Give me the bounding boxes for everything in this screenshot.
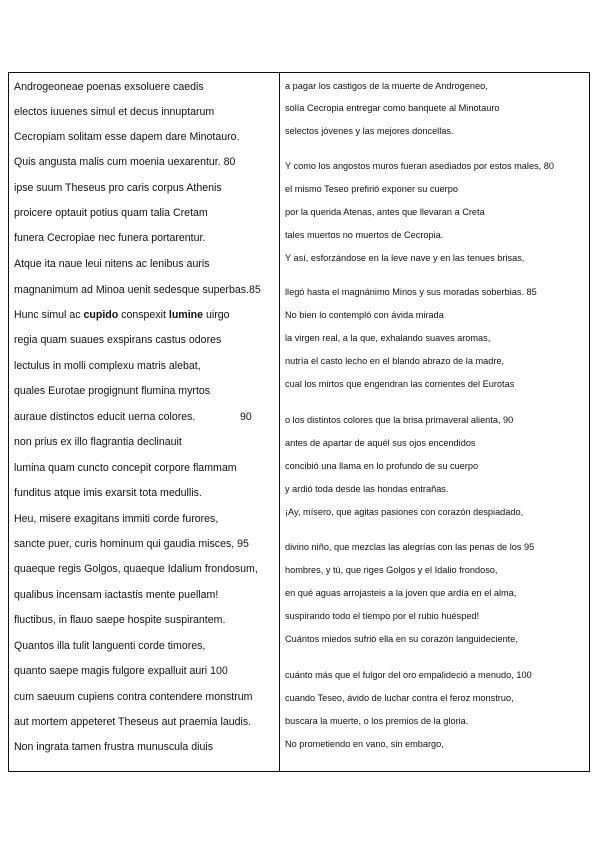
spanish-line-17: y ardió toda desde las hondas entrañas. xyxy=(285,484,449,494)
spanish-line-16: concibió una llama en lo profundo de su cuerpo xyxy=(285,461,479,471)
latin-line-5: ipse suum Theseus pro caris corpus Athenis xyxy=(14,182,222,194)
latin-line-25: cum saeuum cupiens contra contendere monstrum xyxy=(14,691,253,703)
latin-line-6: proicere optauit potius quam talia Cretam xyxy=(14,207,208,219)
spanish-line-12: nutría el casto lecho en el blando abrazo de la madre, xyxy=(285,356,505,366)
spanish-line-9: llegó hasta el magnánimo Minos y sus moradas soberbias. 85 xyxy=(285,287,537,297)
latin-line-2: electos iuuenes simul et decus innuptarum xyxy=(14,106,215,118)
spanish-line-10: No bien lo contempló con ávida mirada xyxy=(285,310,444,320)
latin-line-number-90: 90 xyxy=(240,411,252,423)
spanish-line-22: suspirando todo el tiempo por el rubio huésped! xyxy=(285,611,480,621)
latin-bold-cupido: cupido xyxy=(83,309,119,321)
latin-line-16: lumina quam cuncto concepit corpore flammam xyxy=(14,462,237,474)
latin-line-4: Quis angusta malis cum moenia uexarentur. 80 xyxy=(14,156,236,168)
spanish-line-7: tales muertos no muertos de Cecropia. xyxy=(285,230,444,240)
latin-line-15: non prius ex illo flagrantia declinauit xyxy=(14,436,182,448)
spanish-line-18: ¡Ay, mísero, que agitas pasiones con corazón despiadado, xyxy=(285,507,524,517)
latin-line-10-text-a: Hunc simul ac xyxy=(14,309,84,321)
latin-line-10-text-b: conspexit xyxy=(118,309,169,321)
column-divider xyxy=(279,73,280,771)
latin-line-9: magnanimum ad Minoa uenit sedesque superbas.85 xyxy=(14,284,261,296)
spanish-line-8: Y así, esforzándose en la leve nave y en las tenues brisas, xyxy=(285,253,525,263)
spanish-line-13: cual los mirtos que engendran las corrientes del Eurotas xyxy=(285,379,515,389)
latin-line-18: Heu, misere exagitans immiti corde furores, xyxy=(14,513,219,525)
spanish-line-6: por la querida Atenas, antes que llevaran a Creta xyxy=(285,207,485,217)
latin-line-13: quales Eurotae progignunt flumina myrtos xyxy=(14,385,211,397)
latin-line-1: Androgeoneae poenas exsoluere caedis xyxy=(14,81,204,93)
spanish-line-27: No prometiendo en vano, sin embargo, xyxy=(285,739,444,749)
latin-line-22: fluctibus, in flauo saepe hospite suspirantem. xyxy=(14,614,226,626)
latin-line-12: lectulus in molli complexu matris alebat, xyxy=(14,360,201,372)
spanish-line-5: el mismo Teseo prefirió exponer su cuerpo xyxy=(285,184,458,194)
latin-line-19: sancte puer, curis hominum qui gaudia misces, 95 xyxy=(14,538,249,550)
latin-line-23: Quantos illa tulit languenti corde timores, xyxy=(14,640,206,652)
latin-line-11: regia quam suaues exspirans castus odores xyxy=(14,334,222,346)
latin-bold-lumine: lumine xyxy=(168,309,204,321)
latin-line-27: Non ingrata tamen frustra munuscula diuis xyxy=(14,741,214,753)
spanish-line-4: Y como los angostos muros fueran asediados por estos males, 80 xyxy=(285,161,554,171)
spanish-line-19: divino niño, que mezclas las alegrías con las penas de los 95 xyxy=(285,542,535,552)
spanish-line-15: antes de apartar de aquél sus ojos encendidos xyxy=(285,438,476,448)
latin-line-8: Atque ita naue leui nitens ac lenibus auris xyxy=(14,258,210,270)
spanish-line-11: la virgen real, a la que, exhalando suaves aromas, xyxy=(285,333,491,343)
latin-line-7: funera Cecropiae nec funera portarentur. xyxy=(14,232,206,244)
spanish-line-23: Cuántos miedos sufrió ella en su corazón languideciente, xyxy=(285,634,518,644)
spanish-line-3: selectos jóvenes y las mejores doncellas. xyxy=(285,126,454,136)
latin-line-26: aut mortem appeteret Theseus aut praemia laudis. xyxy=(14,716,252,728)
latin-line-24: quanto saepe magis fulgore expalluit auri 100 xyxy=(14,665,228,677)
latin-line-21: qualibus incensam iactastis mente puellam! xyxy=(14,589,219,601)
spanish-line-21: en qué aguas arrojasteis a la joven que ardía en el alma, xyxy=(285,588,517,598)
latin-line-3: Cecropiam solitam esse dapem dare Minotauro. xyxy=(14,131,240,143)
spanish-line-20: hombres, y tú, que riges Golgos y el Idalio frondoso, xyxy=(285,565,498,575)
bilingual-text-table xyxy=(8,72,590,772)
latin-line-10 xyxy=(14,309,230,321)
spanish-line-2: solía Cecropia entregar como banquete al Minotauro xyxy=(285,103,500,113)
spanish-line-25: cuando Teseo, ávido de luchar contra el feroz monstruo, xyxy=(285,693,514,703)
latin-line-14: auraue distinctos educit uerna colores. xyxy=(14,411,196,423)
latin-line-20: quaeque regis Golgos, quaeque Idalium frondosum, xyxy=(14,563,258,575)
spanish-line-26: buscara la muerte, o los premios de la gloria. xyxy=(285,716,469,726)
spanish-line-24: cuánto más que el fulgor del oro empalideció a menudo, 100 xyxy=(285,670,532,680)
latin-line-17: funditus atque imis exarsit tota medullis. xyxy=(14,487,202,499)
spanish-line-1: a pagar los castigos de la muerte de Androgeneo, xyxy=(285,81,488,91)
latin-line-10-text-c: uirgo xyxy=(203,309,230,321)
spanish-line-14: o los distintos colores que la brisa primaveral alienta, 90 xyxy=(285,415,514,425)
